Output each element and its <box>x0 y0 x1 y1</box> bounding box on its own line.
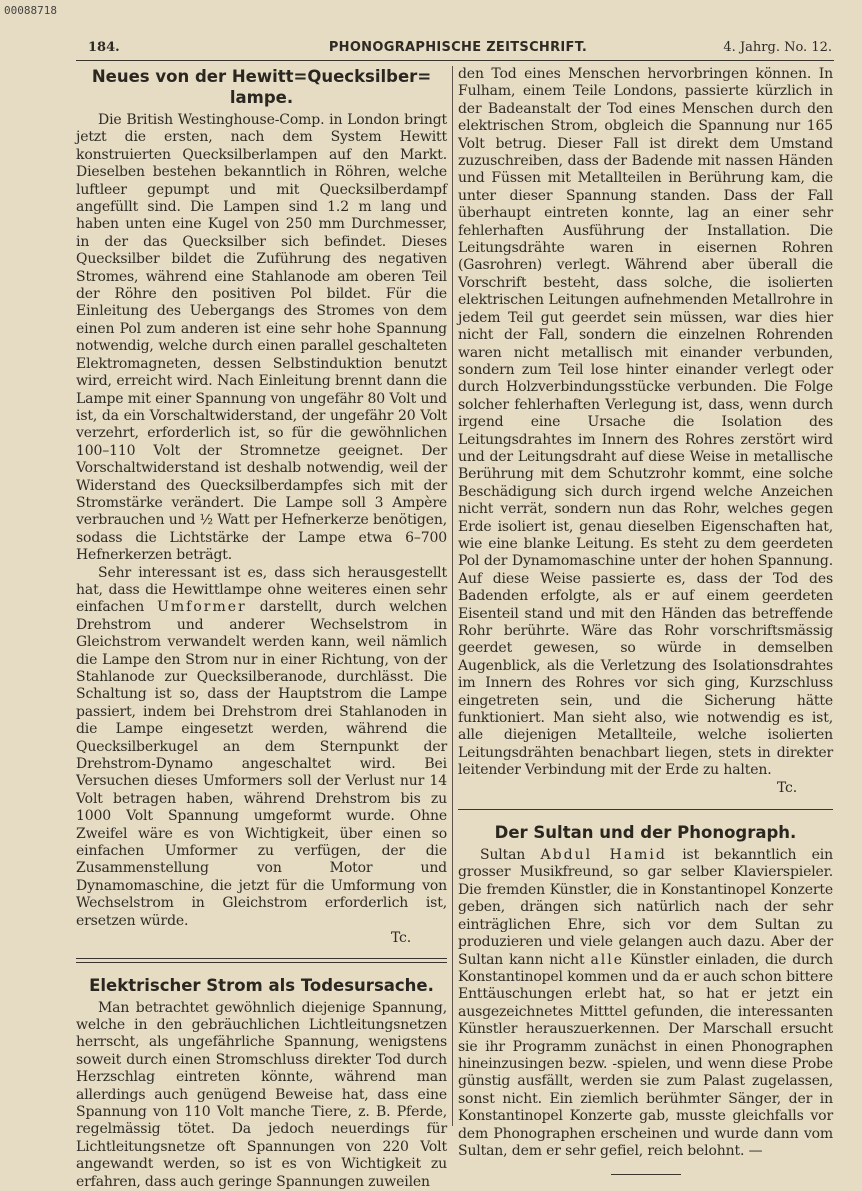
end-rule <box>611 1174 681 1175</box>
text-run: ist bekanntlich ein grosser Musikfreund, so gar selber Klavierspieler. Die fremden Künstler, die in Konstantinopel Konzerte geben, drängen sich natürlich nach der sehr einträglichen Ehre, sich vor dem Sultan zu produzieren und viele gelangen auch dazu. Aber der Sultan kann nicht <box>458 847 833 968</box>
article-paragraph <box>458 847 833 1160</box>
signature: Tc. <box>776 779 797 796</box>
page-id: 00088718 <box>4 4 57 17</box>
text-run: Sehr interessant ist es, dass sich herausgestellt hat, dass die Hewittlampe ohne weiteres einen sehr einfachen <box>76 564 447 616</box>
section-divider <box>76 958 447 959</box>
emphasized-word: alle <box>590 951 625 968</box>
column-divider <box>452 66 453 1126</box>
section-divider <box>76 962 447 963</box>
article-paragraph: Die British Westinghouse-Comp. in London bringt jetzt die ersten, nach dem System Hewitt konstruierten Quecksilberlampen auf den Markt. Dieselben bestehen bekanntlich in Röhren, welche luftleer gepumpt und mit Quecksilberdampf angefüllt sind. Die Lampen sind 1.2 m lang und haben unten eine Kugel von 250 mm Durchmesser, in der das Quecksilber sich befindet. Dieses Quecksilber bildet die Zuführung des negativen Stromes, während eine Stahlanode am oberen Teil der Röhre den positiven Pol bildet. Für die Einleitung des Uebergangs des Stromes von dem einen Pol zum anderen ist eine sehr hohe Spannung notwendig, welche durch einen parallel geschalteten Elektromagneten, dessen Selbstinduktion benutzt wird, erreicht wird. Nach Einleitung brennt dann die Lampe mit einer Spannung von ungefähr 80 Volt und ist, da ein Vorschaltwiderstand, der ungefähr 20 Volt verzehrt, erforderlich ist, so für die gewöhnlichen 100–110 Volt der Stromnetze geeignet. Der Vorschaltwiderstand ist deshalb notwendig, weil der Widerstand des Quecksilberdampfes sich mit der Stromstärke verändert. Die Lampe soll 3 Ampère verbrauchen und ½ Watt per Hefnerkerze benötigen, sodass die Lichtstärke der Lampe etwa 6–700 Hefnerkerzen beträgt. <box>76 112 447 564</box>
article-paragraph <box>458 66 833 797</box>
text-run: Künstler einladen, die durch Konstantinopel kommen und da er auch schon bittere Enttäuschungen erlebt hat, so hat er jetzt ein ausgezeichnetes Mitttel gefunden, die interessanten Künstler herauszuerkennen. Der Marschall ersucht sie ihr Programm zunächst in einen Phonographen hineinzusingen bezw. -spielen, und wenn diese Probe günstig ausfällt, werden sie zum Palast zugelassen, sonst nicht. Ein ziemlich berühmter Sänger, der in Konstantinopel Konzerte gab, musste gleichfalls vor dem Phonographen erscheinen und wurde dann vom Sultan, dem er sehr gefiel, reich belohnt. — <box>458 951 833 1159</box>
section-divider <box>458 809 833 810</box>
emphasized-word: Umformer <box>157 599 247 616</box>
text-run: darstellt, durch welchen Drehstrom und anderer Wechselstrom in Gleichstrom verwandelt werden kann, weil nämlich die Lampe den Strom nur in einer Richtung, von der Stahlanode zur Quecksilberanode, durchlässt. Die Schaltung ist so, dass der Hauptstrom die Lampe passiert, indem bei Drehstrom drei Stahlanoden in die Lampe eingesetzt werden, während die Quecksilberkugel an dem Sternpunkt der Drehstrom-Dynamo angeschaltet wird. Bei Versuchen dieses Umformers soll der Verlust nur 14 Volt betragen haben, während Drehstrom bis zu 1000 Volt Spannung umgeformt wurde. Ohne Zweifel wäre es von Wichtigkeit, über einen so einfachen Umformer zu verfügen, der die Zusammenstellung von Motor und Dynamomaschine, die jetzt für die Umformung von Wechselstrom in Gleichstrom erforderlich ist, ersetzen würde. <box>76 599 447 929</box>
signature: Tc. <box>390 930 411 947</box>
journal-title: PHONOGRAPHISCHE ZEITSCHRIFT. <box>328 40 588 55</box>
text-run: Sultan <box>480 847 526 864</box>
page-number: 184. <box>88 40 120 55</box>
article-title-sultan: Der Sultan und der Phonograph. <box>494 823 797 843</box>
article-title-hewitt: Neues von der Hewitt=Quecksilber= lampe. <box>91 67 432 107</box>
text-run: den Tod eines Menschen hervorbringen können. In Fulham, einem Teile Londons, passierte kürzlich in der Badeanstalt der Tod eines Menschen durch den elektrischen Strom, obgleich die Spannung nur 165 Volt betrug. Dieser Fall ist direkt dem Umstand zuzuschreiben, dass der Badende mit nassen Händen und Füssen mit Metallteilen in Berührung kam, die unter dieser Spannung standen. Dass der Fall überhaupt eintreten konnte, lag an einer sehr fehlerhaften Ausführung der Installation. Die Leitungsdrähte waren in eisernen Rohren (Gasrohren) verlegt. Während aber überall die Vorschrift besteht, dass solche, die isolierten elektrischen Leitungen aufnehmenden Metallrohre in jedem Teil gut geerdet sein müssen, war dies hier nicht der Fall, sondern die einzelnen Rohrenden waren nicht metallisch mit einander verbunden, sondern zum Teil lose hinter einander verlegt oder durch Holzverbindungsstücke verbunden. Die Folge solcher fehlerhaften Verlegung ist, dass, wenn durch irgend eine Ursache die Isolation des Leitungsdrahtes im Innern des Rohres zerstört wird und der Leitungsdraht auf diese Weise in metallische Berührung mit dem Schutzrohr kommt, eine solche Beschädigung sich durch irgend welche Anzeichen nicht verrät, sondern nun das Rohr, welches gegen Erde isoliert ist, genau dieselben Eigenschaften hat, wie eine blanke Leitung. Es steht zu dem geerdeten Pol der Dynamomaschine unter der hohen Spannung. Auf diese Weise passierte es, dass der Tod des Badenden erfolgte, als er auf einem geerdeten Eisenteil stand und mit den Händen das betreffende Rohr berührte. Wäre das Rohr vorschriftsmässig geerdet gewesen, so würde in demselben Augenblick, als die Verletzung des Isolationsdrahtes im Innern des Rohres vor sich ging, Kurzschluss eingetreten sein, und die Sicherung hätte funktioniert. Man sieht also, wie notwendig es ist, alle diejenigen Metallteile, welche isolierten Leitungsdrähten benachbart liegen, stets in direkter leitender Verbindung mit der Erde zu halten. <box>458 66 833 779</box>
left-column <box>76 66 447 1190</box>
issue-label: 4. Jahrg. No. 12. <box>723 40 832 55</box>
header-rule <box>76 60 834 61</box>
article-title-todesursache: Elektrischer Strom als Todesursache. <box>89 975 434 995</box>
right-column <box>458 66 833 1159</box>
emphasized-name: Abdul Hamid <box>540 847 667 864</box>
article-paragraph <box>76 565 447 948</box>
article-paragraph: Man betrachtet gewöhnlich diejenige Spannung, welche in den gebräuchlichen Lichtleitungsnetzen herrscht, als ungefährliche Spannung, wenigstens soweit durch einen Stromschluss direkter Tod durch Herzschlag eintreten könnte, während man allerdings auch genügend Beweise hat, dass eine Spannung von 110 Volt manche Tiere, z. B. Pferde, regelmässig tötet. Da jedoch neuerdings für Lichtleitungsnetze oft Spannungen von 220 Volt angewandt werden, so ist es von Wichtigkeit zu erfahren, dass auch geringe Spannungen zuweilen <box>76 999 447 1190</box>
running-head <box>84 40 832 60</box>
